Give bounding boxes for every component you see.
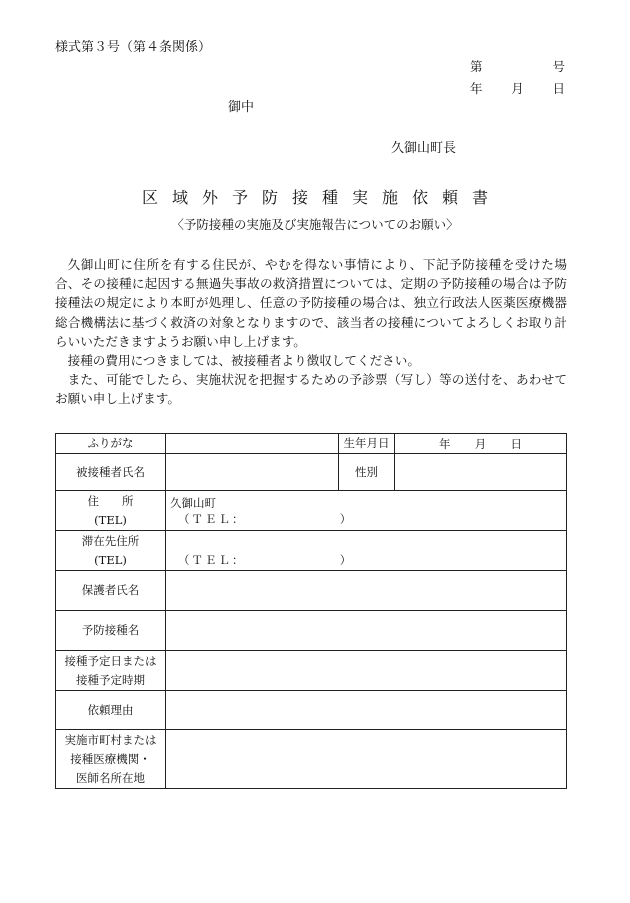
sender: 久御山町長 [391,141,457,156]
sex-field[interactable] [395,454,567,491]
institution-label-line-2: 接種医療機関・ [70,751,151,766]
document-date [470,79,565,97]
reason-row [56,691,567,730]
document-number [470,57,565,75]
birthdate-label: 生年月日 [339,434,395,454]
date-day-label: 日 [552,81,565,96]
stay-address-row [56,531,567,571]
addressee: 御中 [228,100,255,115]
guardian-label: 保護者氏名 [56,571,166,611]
address-value: 久御山町 [170,495,216,510]
birth-month-label: 月 [474,436,487,451]
address-tel-close: ） [339,511,352,526]
institution-label-line-3: 医師名所在地 [76,770,145,785]
guardian-field[interactable] [166,571,567,611]
body-paragraph-2: 接種の費用につきましては、被接種者より徴収してください。 [67,353,420,369]
birthdate-field[interactable] [395,434,567,454]
stay-address-tel-label: (TEL) [94,552,127,567]
vaccine-row [56,611,567,651]
birth-year-label: 年 [439,436,451,451]
address-tel-open: （ＴＥＬ： [178,511,240,526]
institution-label-line-1: 実施市町村または [64,732,157,747]
vaccine-field[interactable] [166,611,567,651]
body-paragraph-1: 久御山町に住所を有する住民が、やむを得ない事情により、下記予防接種を受けた場合、その接種に起因する無過失事故の救済措置については、定期の予防接種の場合は予防接種法の規定により本町が処理し、任意の予防接種の場合は、独立行政法人医薬医療機器総合機構法に基づく救済の対象となりますので、該当者の接種についてよろしくお取り計らいいただきますようお願い申し上げます。 [55,257,568,349]
document-subtitle: 〈予防接種の実施及び実施報告についてのお願い〉 [171,217,459,232]
schedule-row [56,651,567,691]
schedule-label-line-2: 接種予定時期 [76,672,145,687]
name-field[interactable] [166,454,339,491]
address-field[interactable] [166,491,567,531]
address-label: 住 所 [87,493,134,508]
date-month-label: 月 [511,81,524,96]
stay-address-tel-close: ） [339,553,352,567]
name-label: 被接種者氏名 [56,454,166,491]
schedule-label-line-1: 接種予定日または [64,653,157,668]
name-row [56,454,567,491]
stay-address-field[interactable] [166,531,567,571]
document-title: 区域外予防接種実施依頼書 [141,188,502,207]
stay-address-label: 滞在先住所 [81,533,140,548]
address-label-cell [56,491,166,531]
document-number-suffix: 号 [552,59,565,74]
institution-row [56,730,567,789]
schedule-field[interactable] [166,651,567,691]
address-row [56,491,567,531]
stay-address-tel-open: （ＴＥＬ： [178,553,240,567]
reason-field[interactable] [166,691,567,730]
vaccine-label: 予防接種名 [56,611,166,651]
institution-field[interactable] [166,730,567,789]
address-tel-label: (TEL) [94,512,127,527]
address-tel-line [170,511,562,527]
request-form-table [55,433,567,789]
furigana-row [56,434,567,454]
sex-label: 性別 [339,454,395,491]
body-text [55,255,567,409]
schedule-label-cell [56,651,166,691]
furigana-label: ふりがな [56,434,166,454]
furigana-field[interactable] [166,434,339,454]
reason-label: 依頼理由 [56,691,166,730]
body-paragraph-3: また、可能でしたら、実施状況を把握するための予診票（写し）等の送付を、あわせてお願い申し上げます。 [55,372,567,407]
document-number-prefix: 第 [470,59,483,74]
date-year-label: 年 [470,81,483,96]
birth-day-label: 日 [510,436,522,451]
stay-address-tel-line [170,552,562,568]
stay-address-label-cell [56,531,166,571]
guardian-row [56,571,567,611]
institution-label-cell [56,730,166,789]
form-number: 様式第３号（第４条関係） [55,40,212,55]
